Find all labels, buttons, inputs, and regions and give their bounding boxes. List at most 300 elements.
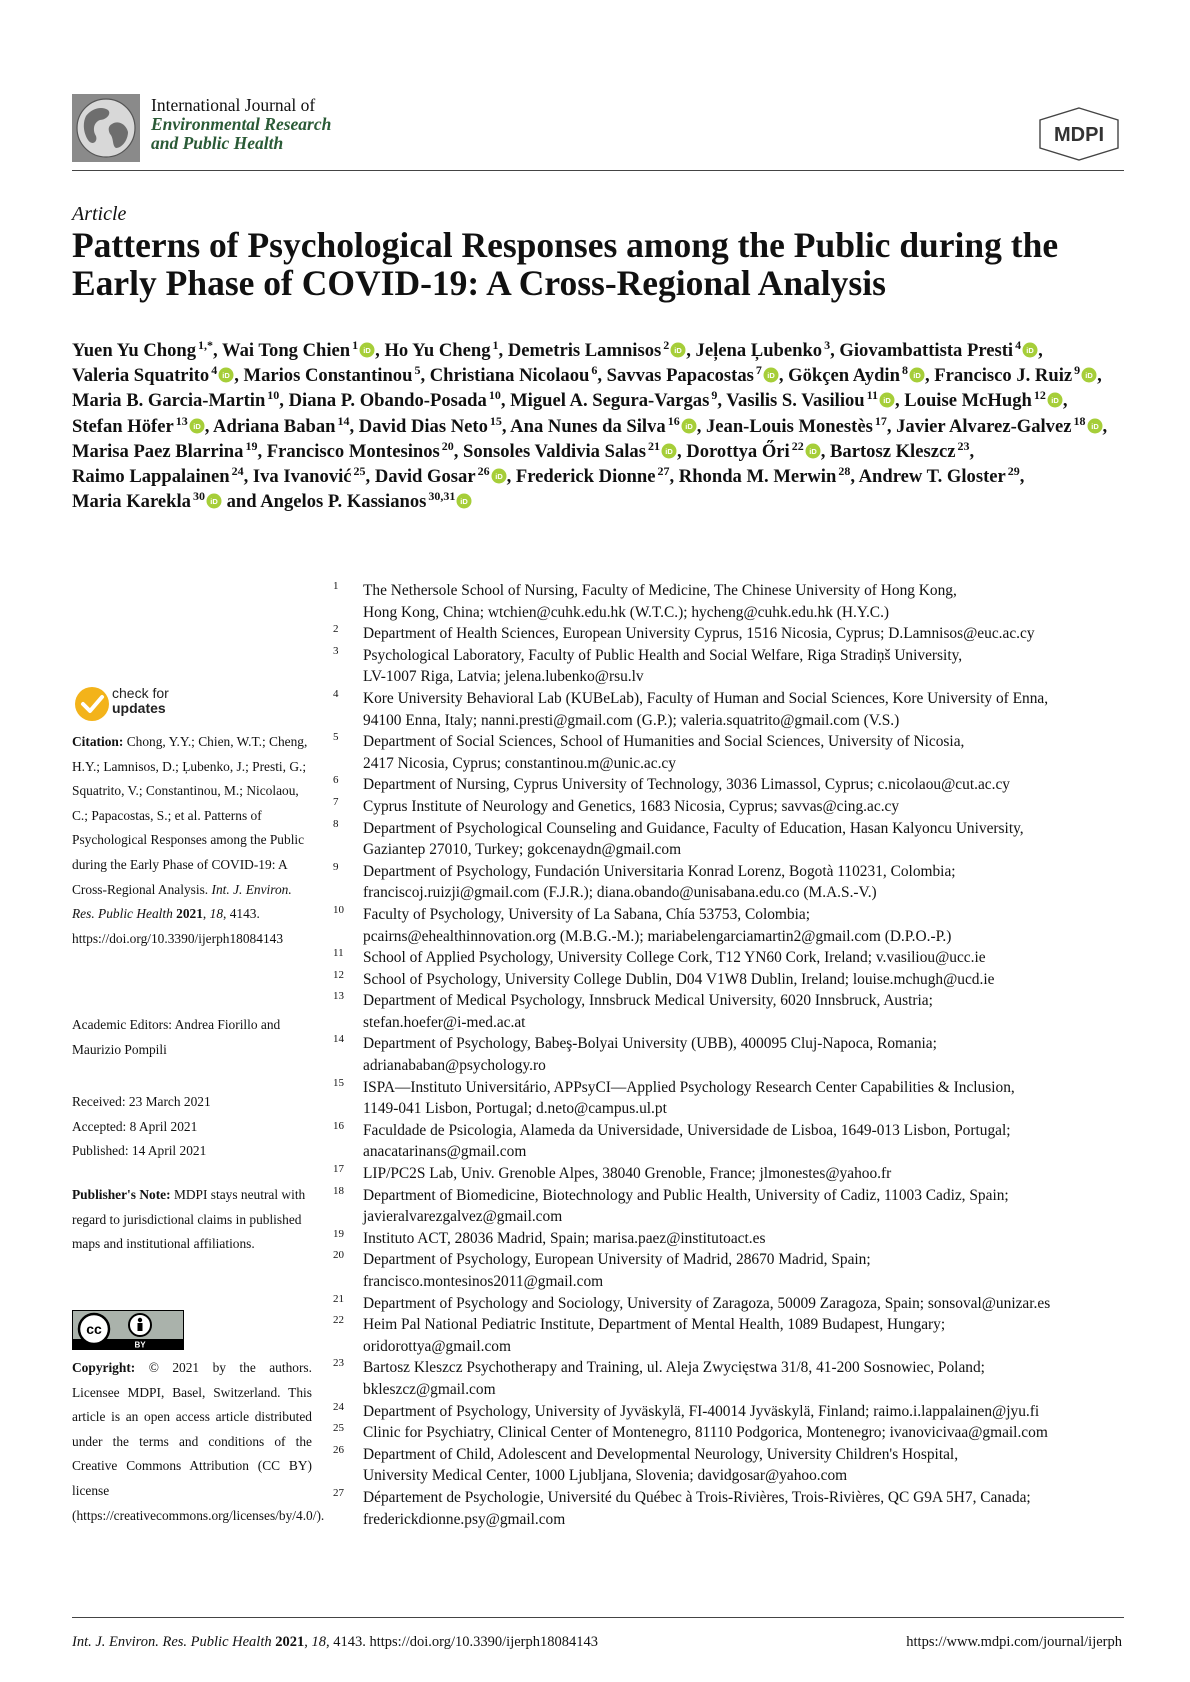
mdpi-logo bbox=[1036, 106, 1122, 162]
affiliation-line: School of Applied Psychology, University College Cork, T12 YN60 Cork, Ireland; v.vasiliou@ucc.ie bbox=[363, 949, 986, 967]
author-separator: , bbox=[279, 390, 289, 412]
orcid-icon[interactable] bbox=[206, 493, 222, 509]
affiliation-number: 2 bbox=[333, 623, 339, 636]
affiliation-number: 11 bbox=[333, 947, 344, 960]
affiliation-item bbox=[333, 645, 1133, 688]
author-separator: , bbox=[1062, 390, 1073, 412]
author-name: Rhonda M. Merwin bbox=[678, 466, 837, 488]
journal-globe-logo bbox=[72, 94, 140, 162]
article-title: Patterns of Psychological Responses among the Public during the Early Phase of COVID-19: A Cross-Regional Analysis bbox=[72, 225, 1059, 303]
footer-sep: , bbox=[304, 1634, 312, 1650]
affiliation-number: 10 bbox=[333, 903, 344, 916]
affiliation-number: 17 bbox=[333, 1163, 344, 1176]
author-affiliation-marker: 23 bbox=[957, 438, 970, 453]
affiliation-line: bkleszcz@gmail.com bbox=[363, 1380, 496, 1398]
article-type: Article bbox=[72, 203, 127, 225]
date-accepted: Accepted: 8 April 2021 bbox=[72, 1118, 198, 1134]
author-name: Maria B. Garcia-Martin bbox=[72, 390, 266, 412]
author bbox=[72, 365, 234, 386]
author-separator: , bbox=[676, 440, 687, 462]
affiliation-number: 18 bbox=[333, 1184, 344, 1197]
author-separator: , bbox=[894, 390, 905, 412]
orcid-icon[interactable] bbox=[805, 443, 821, 459]
affiliation-line: Department of Psychology, Fundación Universitaria Konrad Lorenz, Bogotà 110231, Colombia; bbox=[363, 862, 956, 880]
affiliation-number: 25 bbox=[333, 1422, 344, 1435]
affiliation-line: LIP/PC2S Lab, Univ. Grenoble Alpes, 38040 Grenoble, France; jlmonestes@yahoo.fr bbox=[363, 1165, 892, 1183]
affiliation-item bbox=[333, 1401, 1133, 1423]
citation-text: Chong, Y.Y.; Chien, W.T.; Cheng, H.Y.; Lamnisos, D.; Ļubenko, J.; Presti, G.; Squatrito, V.; Constantinou, M.; Nicolaou, C.; Papacostas, S.; et al. Patterns of Psychological Responses among the Public during the Early Phase of COVID-19: A Cross-Regional Analysis. bbox=[72, 734, 308, 897]
author-affiliation-marker: 8 bbox=[901, 363, 908, 378]
affiliation-number: 22 bbox=[333, 1314, 344, 1327]
author bbox=[358, 413, 502, 437]
orcid-icon[interactable] bbox=[1081, 367, 1097, 383]
affiliation-item bbox=[333, 1077, 1133, 1120]
author-separator: , bbox=[453, 440, 464, 462]
author-affiliation-marker: 1 bbox=[492, 338, 499, 352]
author bbox=[726, 390, 895, 411]
svg-text:iD: iD bbox=[913, 371, 921, 381]
author bbox=[72, 340, 213, 361]
author-name: Jeļena Ļubenko bbox=[695, 340, 823, 361]
author-name: Marisa Paez Blarrina bbox=[72, 440, 244, 462]
orcid-icon[interactable] bbox=[218, 367, 234, 383]
author bbox=[904, 390, 1063, 411]
author-affiliation-marker: 24 bbox=[231, 464, 244, 479]
author-name: Angelos P. Kassianos bbox=[260, 491, 427, 513]
author-separator: , bbox=[686, 340, 696, 361]
orcid-icon[interactable] bbox=[189, 418, 205, 434]
author-separator: , bbox=[257, 440, 267, 462]
copyright-text: © 2021 by the authors. Licensee MDPI, Basel, Switzerland. This article is an open access article distributed under the terms and conditions of the Creative Commons Attribution (CC BY) license (https://creativecommons.org/licenses/by/4.0/). bbox=[72, 1360, 325, 1523]
author bbox=[830, 438, 970, 462]
author-affiliation-marker: 30,31 bbox=[428, 489, 456, 504]
author-name: Bartosz Kleszcz bbox=[830, 440, 956, 462]
author-affiliation-marker: 27 bbox=[657, 464, 670, 479]
journal-name-line1: International Journal of bbox=[151, 95, 316, 115]
author-affiliation-marker: 13 bbox=[175, 413, 188, 428]
author-affiliation-marker: 4 bbox=[211, 363, 218, 378]
author bbox=[289, 390, 501, 411]
affiliation-line: Faculdade de Psicologia, Alameda da Universidade, Universidade de Lisboa, 1649-013 Lisbon, Portugal; bbox=[363, 1121, 1011, 1139]
affiliation-line: frederickdionne.psy@gmail.com bbox=[363, 1510, 566, 1528]
author-name: Adriana Baban bbox=[213, 415, 336, 437]
author-name: Valeria Squatrito bbox=[72, 365, 210, 387]
author-name: Dorottya Őri bbox=[686, 440, 790, 462]
footer-doi[interactable]: , 4143. https://doi.org/10.3390/ijerph18084143 bbox=[325, 1634, 598, 1650]
affiliation-line: oridorottya@gmail.com bbox=[363, 1337, 511, 1355]
author-affiliation-marker: 3 bbox=[824, 338, 831, 352]
citation-pages-doi[interactable]: , 4143. https://doi.org/10.3390/ijerph18084143 bbox=[72, 906, 284, 946]
author-separator: , bbox=[1038, 340, 1048, 361]
author bbox=[516, 466, 670, 487]
affiliation-line: Cyprus Institute of Neurology and Genetics, 1683 Nicosia, Cyprus; savvas@cing.ac.cy bbox=[363, 797, 900, 815]
affiliation-number: 19 bbox=[333, 1227, 344, 1240]
footer-volume: 18 bbox=[311, 1634, 326, 1650]
affiliation-item bbox=[333, 990, 1133, 1033]
check-line1: check for bbox=[112, 685, 169, 701]
affiliation-line: javieralvarezgalvez@gmail.com bbox=[363, 1208, 563, 1226]
svg-text:iD: iD bbox=[460, 497, 469, 507]
author bbox=[213, 413, 350, 437]
orcid-icon[interactable] bbox=[909, 367, 925, 383]
author-separator: , bbox=[597, 365, 607, 387]
affiliation-item bbox=[333, 688, 1133, 731]
affiliation-line: Département de Psychologie, Université du Québec à Trois-Rivières, Trois-Rivières, QC G9A 5H7, Canada; bbox=[363, 1488, 1031, 1506]
affiliation-number: 16 bbox=[333, 1119, 344, 1132]
affiliation-item bbox=[333, 1444, 1133, 1487]
author-name: David Dias Neto bbox=[358, 415, 488, 437]
author-separator: , bbox=[365, 466, 375, 488]
citation-volume: 18 bbox=[209, 906, 224, 922]
author-affiliation-marker: 7 bbox=[755, 363, 762, 378]
affiliation-line: 94100 Enna, Italy; nanni.presti@gmail.com (G.P.); valeria.squatrito@gmail.com (V.S.) bbox=[363, 711, 900, 729]
affiliation-number: 3 bbox=[333, 644, 339, 657]
affiliation-number: 8 bbox=[333, 817, 339, 830]
author bbox=[859, 466, 1020, 487]
date-published: Published: 14 April 2021 bbox=[72, 1143, 207, 1159]
footer-journal-url[interactable]: https://www.mdpi.com/journal/ijerph bbox=[906, 1634, 1122, 1650]
author-name: Wai Tong Chien bbox=[222, 340, 351, 361]
affiliation-line: 2417 Nicosia, Cyprus; constantinou.m@unic.ac.cy bbox=[363, 754, 676, 772]
orcid-icon[interactable] bbox=[681, 418, 697, 434]
author-separator: , bbox=[717, 390, 727, 412]
affiliation-item bbox=[333, 1422, 1133, 1444]
affiliation-item bbox=[333, 904, 1133, 947]
affiliation-line: Psychological Laboratory, Faculty of Public Health and Social Welfare, Riga Stradiņš University, bbox=[363, 646, 963, 664]
author bbox=[463, 438, 677, 462]
author bbox=[244, 365, 421, 386]
affiliation-number: 20 bbox=[333, 1249, 344, 1262]
author-name: Maria Karekla bbox=[72, 491, 191, 513]
affiliation-item bbox=[333, 1314, 1133, 1357]
check-for-updates-badge[interactable] bbox=[72, 684, 112, 724]
author-separator: , bbox=[349, 415, 359, 437]
author-affiliation-marker: 9 bbox=[711, 388, 718, 403]
author-name: Francisco J. Ruiz bbox=[934, 365, 1073, 387]
author-separator: , bbox=[1097, 365, 1107, 387]
affiliation-item bbox=[333, 947, 1133, 969]
affiliation-line: The Nethersole School of Nursing, Faculty of Medicine, The Chinese University of Hong Kong, bbox=[363, 582, 957, 599]
orcid-icon[interactable] bbox=[1087, 418, 1103, 434]
author-name: Frederick Dionne bbox=[515, 466, 656, 488]
author-list bbox=[72, 338, 1132, 514]
orcid-icon[interactable] bbox=[359, 342, 375, 358]
author-name: Javier Alvarez-Galvez bbox=[896, 415, 1072, 437]
cc-by-text: BY bbox=[134, 1340, 146, 1350]
author-affiliation-marker: 4 bbox=[1015, 338, 1022, 352]
author-affiliation-marker: 10 bbox=[488, 388, 501, 403]
affiliation-line: anacatarinans@gmail.com bbox=[363, 1143, 527, 1161]
author-name: Diana P. Obando-Posada bbox=[288, 390, 487, 412]
affiliation-line: franciscoj.ruizji@gmail.com (F.J.R.); diana.obando@unisabana.edu.co (M.A.S.-V.) bbox=[363, 884, 877, 902]
svg-text:cc: cc bbox=[86, 1321, 102, 1337]
svg-text:iD: iD bbox=[1085, 371, 1093, 381]
author-name: Christiana Nicolaou bbox=[429, 365, 590, 387]
check-for-updates-text[interactable] bbox=[112, 686, 169, 716]
affiliation-line: Instituto ACT, 28036 Madrid, Spain; marisa.paez@institutoact.es bbox=[363, 1229, 766, 1247]
author-name: Gökçen Aydin bbox=[788, 365, 900, 387]
author-name: Demetris Lamnisos bbox=[507, 340, 662, 361]
affiliation-item bbox=[333, 796, 1133, 818]
affiliation-item bbox=[333, 861, 1133, 904]
affiliation-number: 14 bbox=[333, 1033, 344, 1046]
author-separator: , bbox=[969, 440, 979, 462]
affiliation-line: Faculty of Psychology, University of La Sabana, Chía 53753, Colombia; bbox=[363, 905, 810, 923]
orcid-icon[interactable] bbox=[1047, 392, 1063, 408]
svg-text:iD: iD bbox=[808, 446, 817, 456]
citation-block: Citation: Chong, Y.Y.; Chien, W.T.; Cheng, H.Y.; Lamnisos, D.; Ļubenko, J.; Presti, G.; Squatrito, V.; Constantinou, M.; Nicolaou, C.; Papacostas, S.; et al. Patterns of Psychological Responses among the Public during the Early Phase of COVID-19: A Cross-Regional Analysis. Int. J. Environ. Res. Public Health 2021, 18, 4143. https://doi.org/10.3390/ijerph18084143 bbox=[72, 734, 308, 946]
svg-text:iD: iD bbox=[1051, 396, 1059, 406]
affiliation-line: LV-1007 Riga, Latvia; jelena.lubenko@rsu.lv bbox=[363, 668, 644, 686]
author-separator: , bbox=[243, 466, 253, 488]
journal-name-line2: Environmental Research bbox=[151, 114, 332, 134]
svg-text:iD: iD bbox=[767, 371, 775, 381]
footer-journal: Int. J. Environ. Res. Public Health bbox=[72, 1634, 272, 1650]
author-separator: , bbox=[501, 415, 511, 437]
affiliation-line: Department of Psychology, Babeş-Bolyai University (UBB), 400095 Cluj-Napoca, Romania; bbox=[363, 1035, 937, 1053]
citation-journal: Int. J. Environ. Res. Public Health bbox=[72, 881, 292, 922]
orcid-icon[interactable] bbox=[879, 392, 895, 408]
affiliation-item bbox=[333, 1293, 1133, 1315]
author bbox=[510, 413, 697, 437]
author-name: Vasilis S. Vasiliou bbox=[726, 390, 865, 412]
author-affiliation-marker: 1 bbox=[352, 338, 359, 352]
author bbox=[72, 466, 244, 487]
author-affiliation-marker: 19 bbox=[245, 438, 258, 453]
author bbox=[510, 390, 717, 411]
svg-text:iD: iD bbox=[210, 497, 218, 507]
orcid-icon[interactable] bbox=[670, 342, 686, 358]
svg-text:iD: iD bbox=[222, 371, 230, 381]
author-affiliation-marker: 11 bbox=[866, 388, 878, 403]
affiliation-line: Clinic for Psychiatry, Clinical Center of Montenegro, 81110 Podgorica, Montenegro; ivanovicivaa@gmail.com bbox=[363, 1424, 1048, 1442]
orcid-icon[interactable] bbox=[763, 367, 779, 383]
affiliation-line: francisco.montesinos2011@gmail.com bbox=[363, 1273, 604, 1290]
author bbox=[686, 438, 820, 462]
affiliation-item bbox=[333, 1185, 1133, 1228]
affiliation-item bbox=[333, 623, 1133, 645]
author-separator: , bbox=[1019, 466, 1030, 488]
mdpi-logo-text: MDPI bbox=[1054, 124, 1104, 146]
author-affiliation-marker: 17 bbox=[874, 413, 887, 428]
author-separator: , bbox=[850, 466, 859, 488]
affiliation-line: Department of Psychology, University of Jyväskylä, FI-40014 Jyväskylä, Finland; raimo.i.lappalainen@jyu.fi bbox=[363, 1402, 1040, 1420]
author-separator: , bbox=[830, 340, 840, 361]
academic-editors: Academic Editors: Andrea Fiorillo and Maurizio Pompili bbox=[72, 1017, 281, 1057]
header-divider bbox=[72, 170, 1124, 171]
affiliation-item bbox=[333, 1249, 1133, 1292]
author bbox=[72, 413, 205, 437]
copyright-label: Copyright: bbox=[72, 1360, 136, 1375]
author-affiliation-marker: 20 bbox=[441, 438, 454, 453]
author bbox=[508, 340, 686, 361]
author-name: Ho Yu Cheng bbox=[384, 340, 491, 361]
author-separator: , bbox=[506, 466, 516, 488]
author-affiliation-marker: 21 bbox=[647, 438, 660, 453]
author-name: Andrew T. Gloster bbox=[858, 466, 1006, 488]
pubnote-label: Publisher's Note: bbox=[72, 1187, 171, 1202]
author-affiliation-marker: 6 bbox=[591, 363, 598, 378]
author bbox=[788, 365, 925, 386]
affiliation-line: stefan.hoefer@i-med.ac.at bbox=[363, 1013, 526, 1031]
affiliation-item bbox=[333, 1120, 1133, 1163]
affiliation-number: 13 bbox=[333, 990, 344, 1003]
affiliation-item bbox=[333, 1357, 1133, 1400]
author-name: Marios Constantinou bbox=[243, 365, 413, 387]
affiliation-number: 24 bbox=[333, 1400, 344, 1413]
author-affiliation-marker: 10 bbox=[267, 388, 280, 403]
affiliation-item bbox=[333, 1228, 1133, 1250]
author-separator: , bbox=[886, 415, 897, 437]
affiliation-line: University Medical Center, 1000 Ljubljana, Slovenia; davidgosar@yahoo.com bbox=[363, 1467, 848, 1485]
footer-citation bbox=[72, 1634, 598, 1651]
author-separator: , bbox=[500, 390, 511, 412]
svg-text:iD: iD bbox=[192, 421, 201, 431]
affiliation-line: Gaziantep 27010, Turkey; gokcenaydn@gmail.com bbox=[363, 841, 682, 859]
affiliation-item bbox=[333, 818, 1133, 861]
author-affiliation-marker: 5 bbox=[414, 363, 421, 378]
author bbox=[260, 491, 472, 512]
affiliation-item bbox=[333, 580, 1133, 623]
author-name: Savvas Papacostas bbox=[606, 365, 754, 387]
author-name: Giovambattista Presti bbox=[839, 340, 1014, 361]
check-line2: updates bbox=[112, 700, 166, 716]
author bbox=[72, 390, 279, 411]
publishers-note bbox=[72, 1183, 312, 1257]
author bbox=[384, 340, 498, 361]
affiliation-number: 7 bbox=[333, 795, 339, 808]
journal-name bbox=[151, 96, 331, 153]
author-separator: , bbox=[1102, 415, 1112, 437]
affiliation-item bbox=[333, 1163, 1133, 1185]
author-affiliation-marker: 25 bbox=[353, 464, 366, 479]
affiliation-line: Department of Child, Adolescent and Developmental Neurology, University Children's Hospital, bbox=[363, 1445, 959, 1463]
affiliation-number: 27 bbox=[333, 1486, 344, 1499]
footer-year: 2021 bbox=[275, 1634, 305, 1650]
author-affiliation-marker: 28 bbox=[838, 464, 851, 479]
author-affiliation-marker: 22 bbox=[791, 438, 804, 453]
affiliation-line: pcairns@ehealthinnovation.org (M.B.G.-M.); mariabelengarciamartin2@gmail.com (D.P.O.-P.) bbox=[363, 927, 952, 945]
author-name: Miguel A. Segura-Vargas bbox=[510, 390, 710, 412]
affiliation-number: 1 bbox=[333, 580, 339, 592]
affiliation-number: 9 bbox=[333, 860, 339, 873]
author bbox=[266, 438, 454, 462]
affiliation-number: 4 bbox=[333, 687, 339, 700]
author-affiliation-marker: 18 bbox=[1073, 413, 1086, 428]
publication-dates bbox=[72, 1090, 312, 1164]
affiliation-line: Department of Health Sciences, European University Cyprus, 1516 Nicosia, Cyprus; D.Lamnisos@euc.ac.cy bbox=[363, 625, 1035, 643]
author-separator: , bbox=[420, 365, 430, 387]
citation-year: 2021 bbox=[176, 906, 203, 922]
affiliation-line: Hong Kong, China; wtchien@cuhk.edu.hk (W.T.C.); hycheng@cuhk.edu.hk (H.Y.C.) bbox=[363, 603, 890, 621]
affiliation-number: 23 bbox=[333, 1357, 344, 1370]
author-affiliation-marker: 14 bbox=[337, 413, 350, 428]
author-separator: , bbox=[696, 415, 706, 437]
affiliation-list bbox=[333, 580, 1133, 1530]
author-affiliation-marker: 9 bbox=[1074, 363, 1081, 378]
author-name: Jean-Louis Monestès bbox=[705, 415, 873, 437]
author bbox=[430, 365, 598, 386]
author-affiliation-marker: 12 bbox=[1033, 388, 1046, 403]
author-separator: , bbox=[498, 340, 508, 361]
author bbox=[896, 413, 1102, 437]
author-affiliation-marker: 2 bbox=[663, 338, 670, 352]
affiliation-line: Department of Psychological Counseling and Guidance, Faculty of Education, Hasan Kalyoncu University, bbox=[363, 819, 1024, 837]
author-affiliation-marker: 15 bbox=[489, 413, 502, 428]
author bbox=[839, 340, 1038, 361]
author-name: Raimo Lappalainen bbox=[72, 466, 230, 488]
author-name: Louise McHugh bbox=[904, 390, 1032, 412]
affiliation-number: 6 bbox=[333, 774, 339, 787]
affiliation-number: 26 bbox=[333, 1443, 344, 1456]
author bbox=[705, 413, 887, 437]
author bbox=[696, 340, 831, 361]
author-separator: and bbox=[221, 491, 261, 513]
author bbox=[934, 365, 1097, 386]
author bbox=[72, 438, 258, 462]
affiliation-line: Department of Medical Psychology, Innsbruck Medical University, 6020 Innsbruck, Austria; bbox=[363, 992, 933, 1010]
author bbox=[375, 466, 507, 487]
affiliation-line: Kore University Behavioral Lab (KUBeLab), Faculty of Human and Social Sciences, Kore University of Enna, bbox=[363, 689, 1049, 707]
svg-text:iD: iD bbox=[665, 446, 673, 456]
affiliation-number: 12 bbox=[333, 968, 344, 981]
svg-text:iD: iD bbox=[1026, 346, 1034, 355]
author-separator: , bbox=[375, 340, 385, 361]
author-name: Stefan Höfer bbox=[72, 415, 174, 437]
author-separator: , bbox=[204, 415, 214, 437]
author-name: Iva Ivanović bbox=[252, 466, 352, 488]
affiliation-line: Department of Social Sciences, School of Humanities and Social Sciences, University of Nicosia, bbox=[363, 733, 965, 751]
journal-name-line3: and Public Health bbox=[151, 133, 284, 153]
author-separator: , bbox=[213, 340, 222, 361]
affiliation-item bbox=[333, 969, 1133, 991]
author-separator: , bbox=[778, 365, 789, 387]
cc-by-license-badge[interactable] bbox=[72, 1310, 184, 1350]
affiliation-line: Department of Psychology, European University of Madrid, 28670 Madrid, Spain; bbox=[363, 1251, 871, 1269]
author bbox=[253, 466, 366, 487]
orcid-icon[interactable] bbox=[456, 493, 472, 509]
author-name: Yuen Yu Chong bbox=[72, 340, 197, 361]
orcid-icon[interactable] bbox=[491, 468, 507, 484]
author-affiliation-marker: 29 bbox=[1007, 464, 1020, 479]
author-affiliation-marker: 1,* bbox=[198, 338, 214, 352]
svg-text:iD: iD bbox=[684, 421, 693, 431]
affiliation-line: Heim Pal National Pediatric Institute, Department of Mental Health, 1089 Budapest, Hungary; bbox=[363, 1316, 946, 1334]
author bbox=[72, 491, 222, 512]
affiliation-item bbox=[333, 1033, 1133, 1076]
affiliation-line: ISPA—Instituto Universitário, APPsyCI—Applied Psychology Research Center Capabilities & Inclusion, bbox=[363, 1078, 1015, 1096]
pubnote-text: MDPI stays neutral with regard to jurisdictional claims in published maps and institutional affiliations. bbox=[72, 1187, 306, 1252]
author-name: Ana Nunes da Silva bbox=[510, 415, 666, 437]
author-separator: , bbox=[820, 440, 831, 462]
affiliation-item bbox=[333, 1487, 1133, 1530]
date-received: Received: 23 March 2021 bbox=[72, 1094, 211, 1109]
svg-text:iD: iD bbox=[363, 346, 371, 355]
author-name: Francisco Montesinos bbox=[266, 440, 440, 462]
affiliation-item bbox=[333, 731, 1133, 774]
author-affiliation-marker: 16 bbox=[667, 413, 680, 428]
affiliation-number: 21 bbox=[333, 1292, 344, 1305]
affiliation-number: 15 bbox=[333, 1076, 344, 1089]
svg-text:iD: iD bbox=[883, 396, 891, 406]
orcid-icon[interactable] bbox=[1022, 342, 1038, 358]
svg-text:iD: iD bbox=[494, 472, 503, 482]
author bbox=[222, 340, 375, 361]
svg-text:iD: iD bbox=[1090, 421, 1099, 431]
author bbox=[679, 466, 851, 487]
author-name: Sonsoles Valdivia Salas bbox=[463, 440, 646, 462]
orcid-icon[interactable] bbox=[661, 443, 677, 459]
